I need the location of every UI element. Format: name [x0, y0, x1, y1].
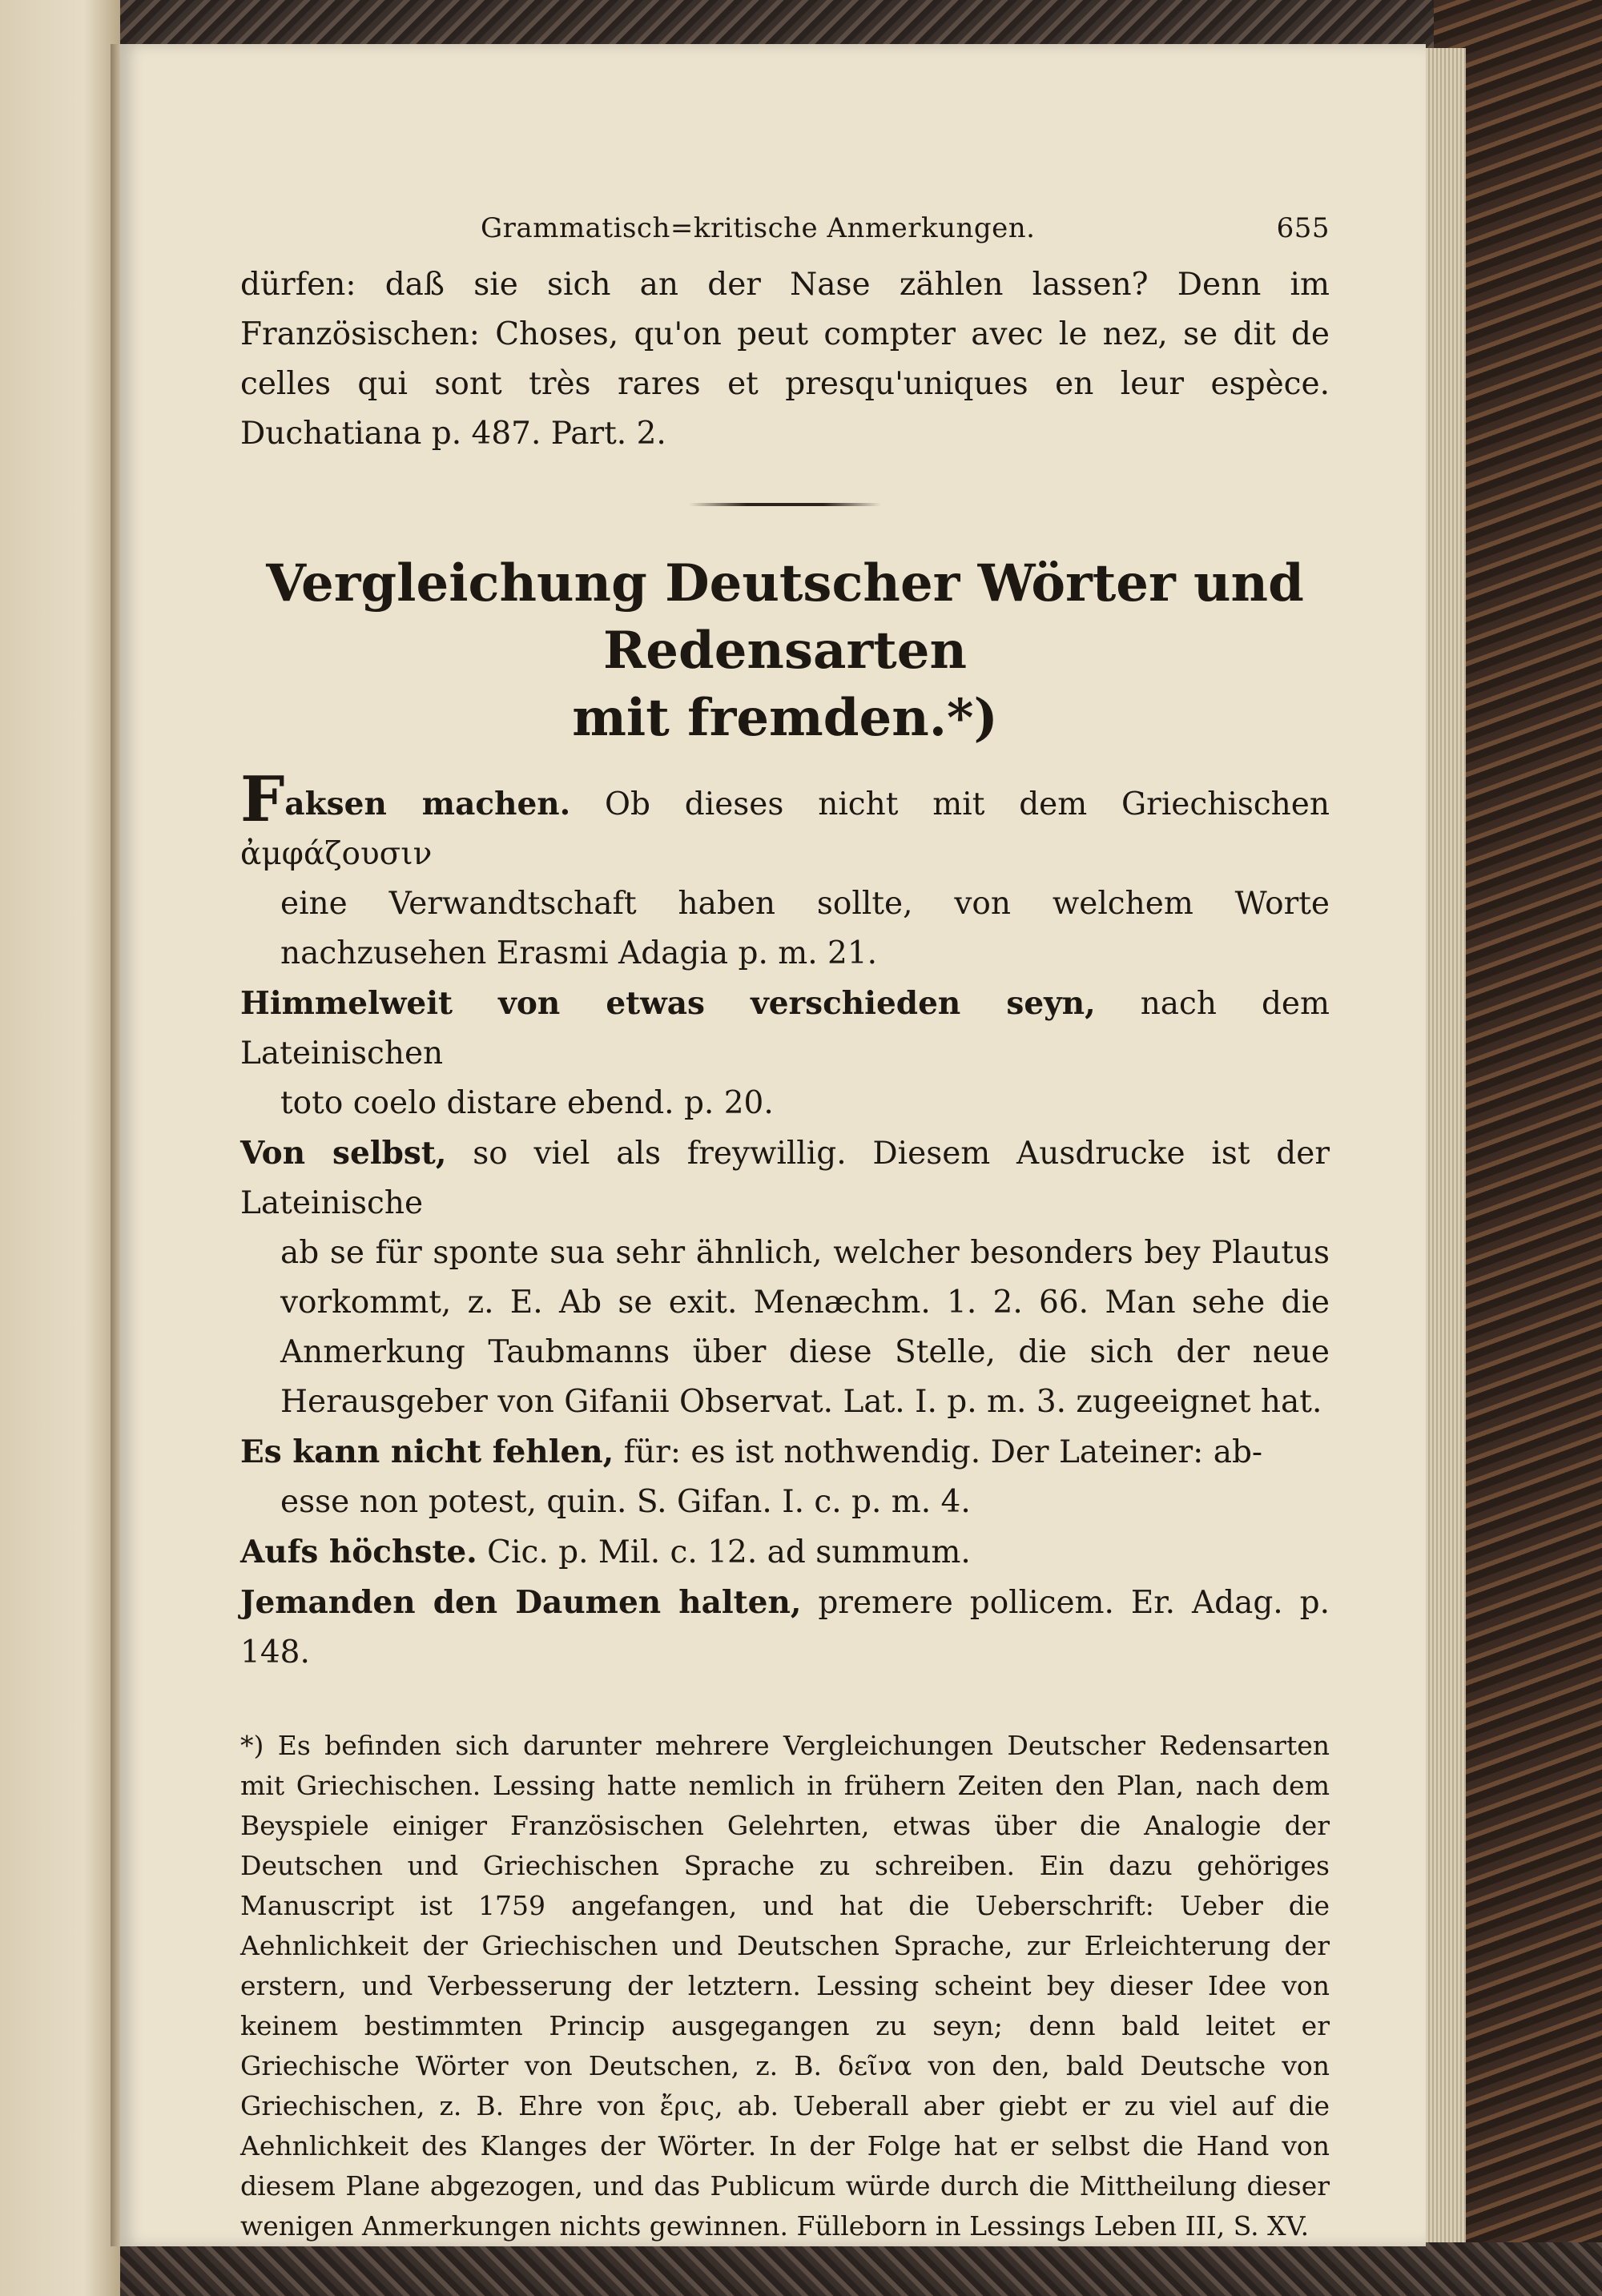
section-divider [689, 503, 881, 506]
entry-first-line: nach dem Lateinischen [240, 986, 1330, 1072]
entry-himmelweit [240, 979, 1330, 1128]
book-page [120, 44, 1426, 2246]
entry-first-line: Ob dieses nicht mit dem Griechischen ἀμφάζουσιν [240, 786, 1330, 872]
gutter-shadow [111, 44, 120, 2246]
footnote: *) Es befinden sich darunter mehrere Vergleichungen Deutscher Redensarten mit Griechischen. Lessing hatte nemlich in frühern Zeiten den Plan, nach dem Beyspiele einiger Französischen Gelehrten, etwas über die Analogie der Deutschen und Griechischen Sprache zu schreiben. Ein dazu gehöriges Manuscript ist 1759 angefangen, und hat die Ueberschrift: Ueber die Aehnlichkeit der Griechischen und Deutschen Sprache, zur Erleichterung der erstern, und Verbesserung der letztern. Lessing scheint bey dieser Idee von keinem bestimmten Princip ausgegangen zu seyn; denn bald leitet er Griechische Wörter von Deutschen, z. B. δεῖνα von den, bald Deutsche von Griechischen, z. B. Ehre von ἔρις, ab. Ueberall aber giebt er zu viel auf die Aehnlichkeit des Klanges der Wörter. In der Folge hat er selbst die Hand von diesem Plane abgezogen, und das Publicum würde durch die Mittheilung dieser wenigen Anmerkungen nichts gewinnen. Fülleborn in Lessings Leben III, S. XV. [240, 1730, 1330, 2242]
entry-first-line: premere pollicem. Er. Adag. p. 148. [240, 1585, 1330, 1671]
entry-von-selbst [240, 1128, 1330, 1427]
text-block [240, 204, 1330, 2273]
section-heading [240, 550, 1330, 752]
page-number: 655 [1276, 212, 1330, 244]
entry-aufs-hoechste [240, 1527, 1330, 1578]
entry-body: esse non potest, quin. S. Gifan. I. c. p. m. 4. [280, 1484, 971, 1520]
intro-paragraph: dürfen: daß sie sich an der Nase zählen lassen? Denn im Französischen: Choses, qu'on peut compter avec le nez, se dit de celles qui sont très rares et presqu'uniques en leur espèce. Duchatiana p. 487. Part. 2. [240, 267, 1330, 452]
drop-initial: F [240, 763, 285, 836]
section-heading-line-1: Vergleichung Deutscher Wörter und Redensarten [266, 553, 1304, 681]
left-page-margin [0, 0, 120, 2296]
entry-daumen-halten [240, 1578, 1330, 1678]
entry-headword: Aufs höchste. [240, 1534, 477, 1570]
entry-body: toto coelo distare ebend. p. 20. [280, 1085, 774, 1121]
entry-headword: Jemanden den Daumen halten, [240, 1584, 802, 1621]
entry-faksen [240, 763, 1330, 979]
entry-first-line: so viel als freywillig. Diesem Ausdrucke ist der Lateinische [240, 1136, 1330, 1221]
entry-first-line: Cic. p. Mil. c. 12. ad summum. [487, 1534, 971, 1570]
section-heading-line-2: mit fremden.*) [572, 688, 998, 748]
running-head [240, 204, 1330, 260]
entry-headword: Von selbst, [240, 1135, 447, 1172]
top-binding-edge [120, 0, 1602, 48]
entry-headword: Es kann nicht fehlen, [240, 1433, 614, 1470]
entry-headword: Himmelweit von etwas verschieden seyn, [240, 985, 1096, 1022]
entry-headword: aksen machen. [284, 786, 571, 822]
entry-first-line: für: es ist nothwendig. Der Lateiner: ab- [623, 1434, 1263, 1470]
entry-es-kann-nicht-fehlen [240, 1427, 1330, 1527]
running-head-title: Grammatisch=kritische Anmerkungen. [481, 212, 1036, 244]
entry-body: eine Verwandtschaft haben sollte, von welchem Worte nachzusehen Erasmi Adagia p. m. 21. [280, 886, 1330, 971]
entry-body: ab se für sponte sua sehr ähnlich, welcher besonders bey Plautus vorkommt, z. E. Ab se exit. Menæchm. 1. 2. 66. Man sehe die Anmerkung Taubmanns über diese Stelle, die sich der neue Herausgeber von Gifanii Observat. Lat. I. p. m. 3. zugeeignet hat. [280, 1235, 1330, 1420]
